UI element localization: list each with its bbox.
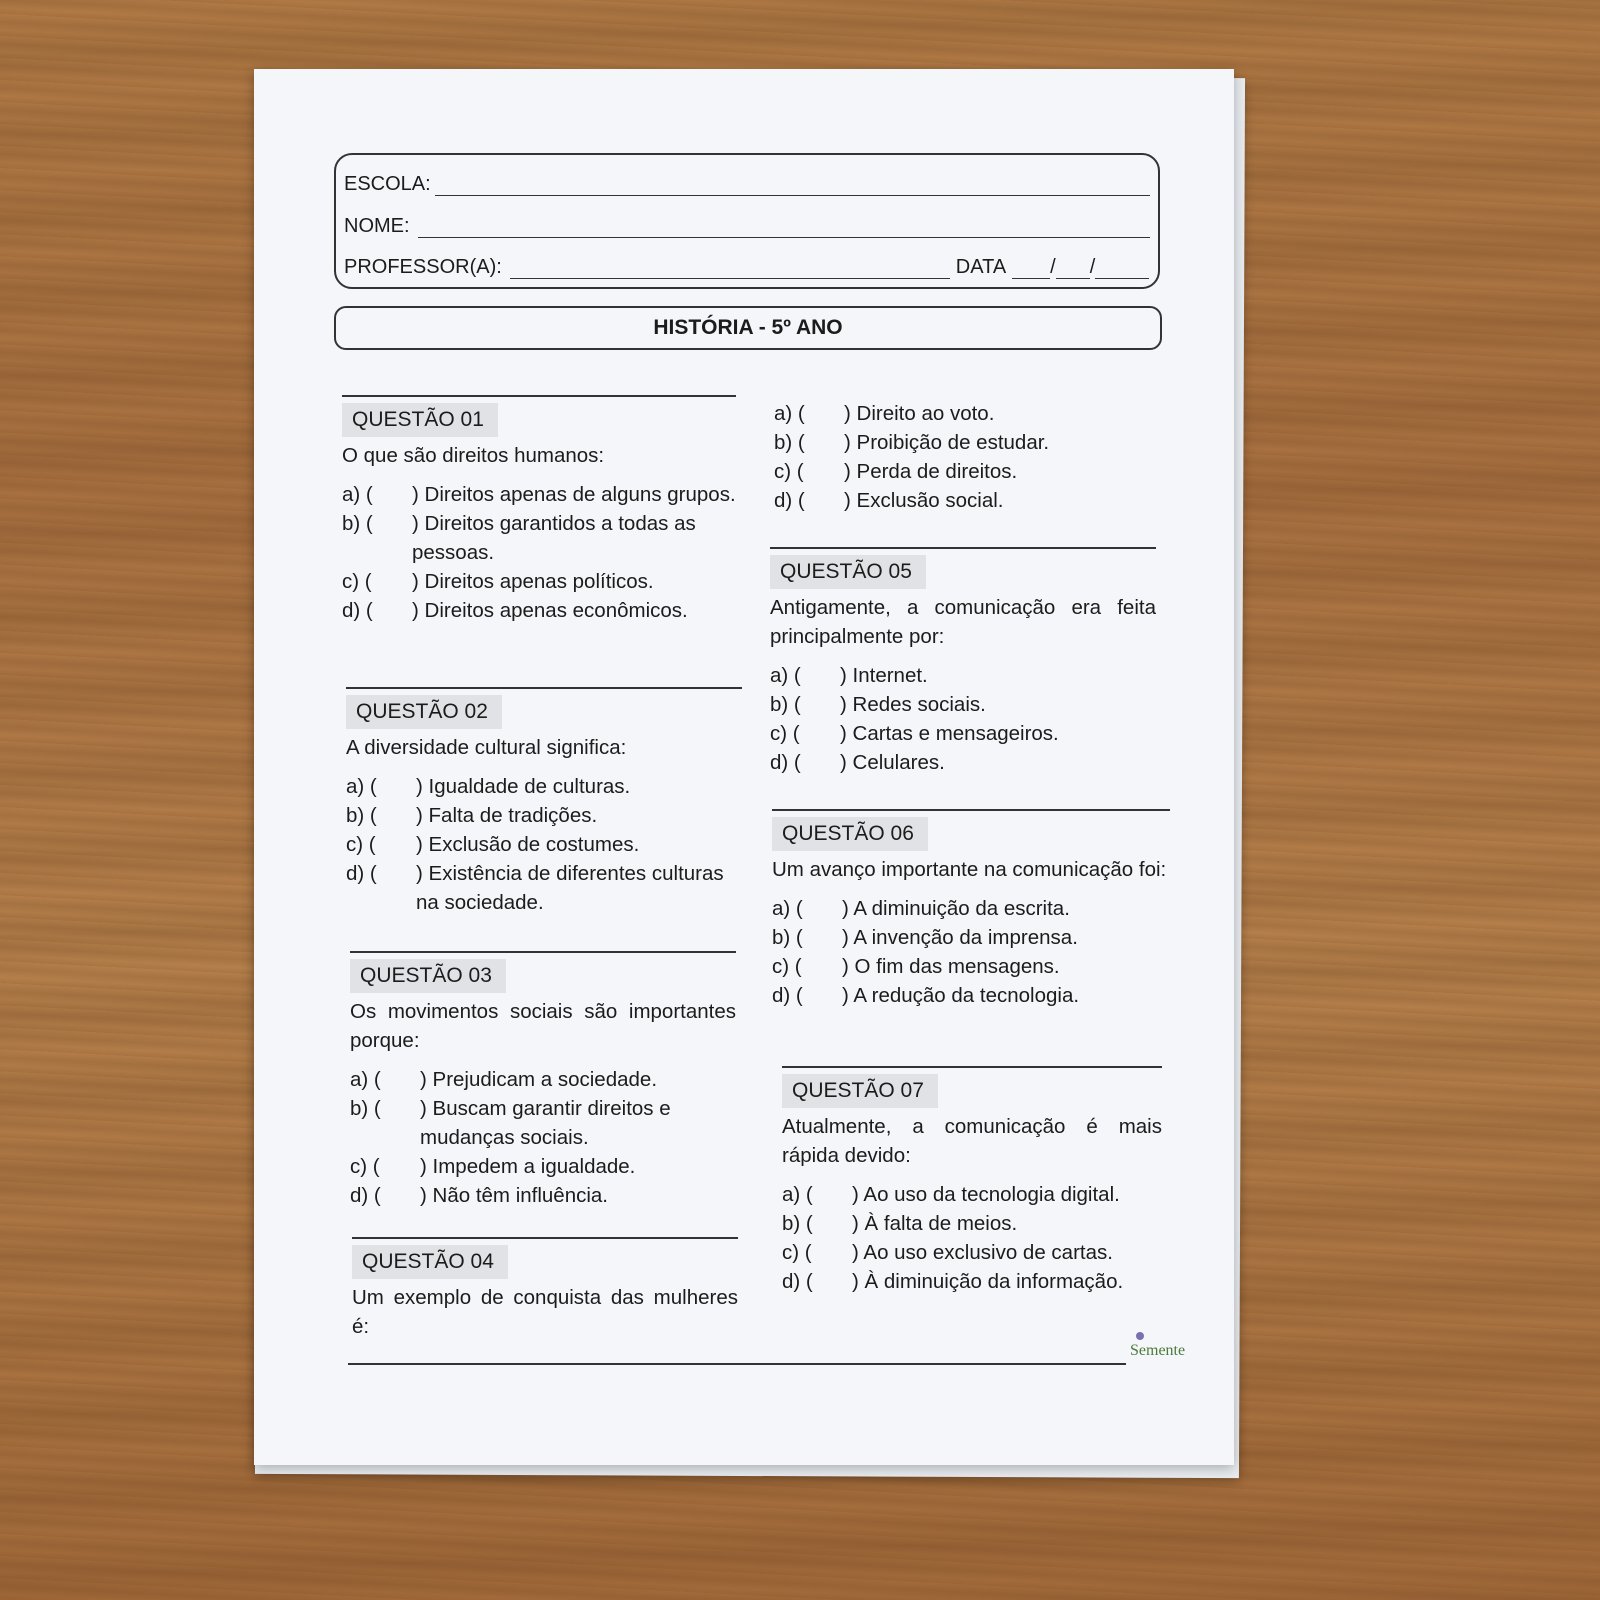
question-rule [352, 1237, 738, 1239]
option-a[interactable]: a) ( ) Internet. [770, 664, 928, 687]
semente-logo [1130, 1342, 1185, 1360]
worksheet-page [254, 69, 1234, 1465]
question-statement: Antigamente, a comunicação era feita principalmente por: [770, 596, 1156, 648]
option-d[interactable]: d) ( ) Exclusão social. [774, 489, 1004, 512]
question-04-options [774, 399, 1154, 515]
question-04 [352, 1237, 738, 1351]
question-05 [770, 547, 1156, 777]
page-title: HISTÓRIA - 5º ANO [334, 306, 1162, 350]
option-c[interactable]: c) ( ) Ao uso exclusivo de cartas. [782, 1241, 1113, 1264]
question-statement: Um exemplo de conquista das mulheres é: [352, 1286, 738, 1338]
nome-label: NOME: [344, 215, 410, 237]
nome-row [344, 215, 1150, 238]
option-d[interactable]: d) ( ) Não têm influência. [350, 1184, 609, 1207]
data-month-field[interactable] [1056, 260, 1090, 279]
option-b[interactable]: b) ( ) Falta de tradições. [346, 804, 598, 827]
question-rule [350, 951, 736, 953]
option-b[interactable]: b) ( ) Proibição de estudar. [774, 431, 1050, 454]
option-c[interactable]: c) ( ) Cartas e mensageiros. [770, 722, 1059, 745]
option-d[interactable]: d) ( ) Celulares. [770, 751, 945, 774]
professor-row [344, 256, 1154, 279]
question-statement: Um avanço importante na comunicação foi: [772, 858, 1167, 881]
option-a[interactable]: a) ( ) Direitos apenas de alguns grupos. [342, 483, 736, 506]
question-01 [342, 395, 736, 625]
option-b[interactable]: b) ( ) À falta de meios. [782, 1212, 1018, 1235]
data-day-field[interactable] [1012, 260, 1050, 279]
option-a[interactable]: a) ( ) Igualdade de culturas. [346, 775, 631, 798]
data-separator: / [1050, 256, 1056, 278]
question-statement: Atualmente, a comunicação é mais rápida devido: [782, 1115, 1162, 1167]
nome-field[interactable] [418, 219, 1150, 238]
footer-rule [348, 1363, 1126, 1365]
question-statement: A diversidade cultural significa: [346, 736, 627, 759]
question-label: QUESTÃO 01 [342, 403, 498, 437]
question-label: QUESTÃO 06 [772, 817, 928, 851]
escola-row [344, 173, 1150, 196]
option-b[interactable]: b) ( ) Buscam garantir direitos e mudanças sociais. [350, 1097, 671, 1149]
option-d[interactable]: d) ( ) À diminuição da informação. [782, 1270, 1124, 1293]
option-b[interactable]: b) ( ) Redes sociais. [770, 693, 986, 716]
option-c[interactable]: c) ( ) O fim das mensagens. [772, 955, 1060, 978]
option-b[interactable]: b) ( ) Direitos garantidos a todas as pessoas. [342, 512, 696, 564]
logo-flower-icon [1136, 1332, 1144, 1340]
question-rule [770, 547, 1156, 549]
data-label: DATA [955, 256, 1007, 278]
question-label: QUESTÃO 04 [352, 1245, 508, 1279]
question-rule [782, 1066, 1162, 1068]
header-box [334, 153, 1160, 289]
question-label: QUESTÃO 02 [346, 695, 502, 729]
question-03 [350, 951, 736, 1210]
data-separator: / [1089, 256, 1096, 278]
question-label: QUESTÃO 03 [350, 959, 506, 993]
option-c[interactable]: c) ( ) Perda de direitos. [774, 460, 1018, 483]
question-rule [342, 395, 736, 397]
option-c[interactable]: c) ( ) Exclusão de costumes. [346, 833, 640, 856]
option-a[interactable]: a) ( ) Prejudicam a sociedade. [350, 1068, 658, 1091]
question-rule [346, 687, 742, 689]
option-d[interactable]: d) ( ) Existência de diferentes culturas na sociedade. [346, 862, 724, 914]
question-07 [782, 1066, 1162, 1296]
option-d[interactable]: d) ( ) A redução da tecnologia. [772, 984, 1080, 1007]
question-rule [772, 809, 1170, 811]
professor-label: PROFESSOR(A): [344, 256, 502, 278]
option-c[interactable]: c) ( ) Direitos apenas políticos. [342, 570, 654, 593]
escola-field[interactable] [435, 177, 1150, 196]
question-06 [772, 809, 1170, 1010]
option-a[interactable]: a) ( ) Ao uso da tecnologia digital. [782, 1183, 1120, 1206]
data-year-field[interactable] [1095, 260, 1149, 279]
escola-label: ESCOLA: [344, 173, 431, 195]
question-02 [346, 687, 742, 917]
question-label: QUESTÃO 05 [770, 555, 926, 589]
question-statement: O que são direitos humanos: [342, 444, 605, 467]
option-b[interactable]: b) ( ) A invenção da imprensa. [772, 926, 1078, 949]
professor-field[interactable] [510, 260, 950, 279]
option-a[interactable]: a) ( ) Direito ao voto. [774, 402, 995, 425]
question-statement: Os movimentos sociais são importantes porque: [350, 1000, 736, 1052]
option-a[interactable]: a) ( ) A diminuição da escrita. [772, 897, 1070, 920]
question-label: QUESTÃO 07 [782, 1074, 938, 1108]
logo-text: Semente [1130, 1342, 1186, 1359]
option-d[interactable]: d) ( ) Direitos apenas econômicos. [342, 599, 688, 622]
option-c[interactable]: c) ( ) Impedem a igualdade. [350, 1155, 636, 1178]
